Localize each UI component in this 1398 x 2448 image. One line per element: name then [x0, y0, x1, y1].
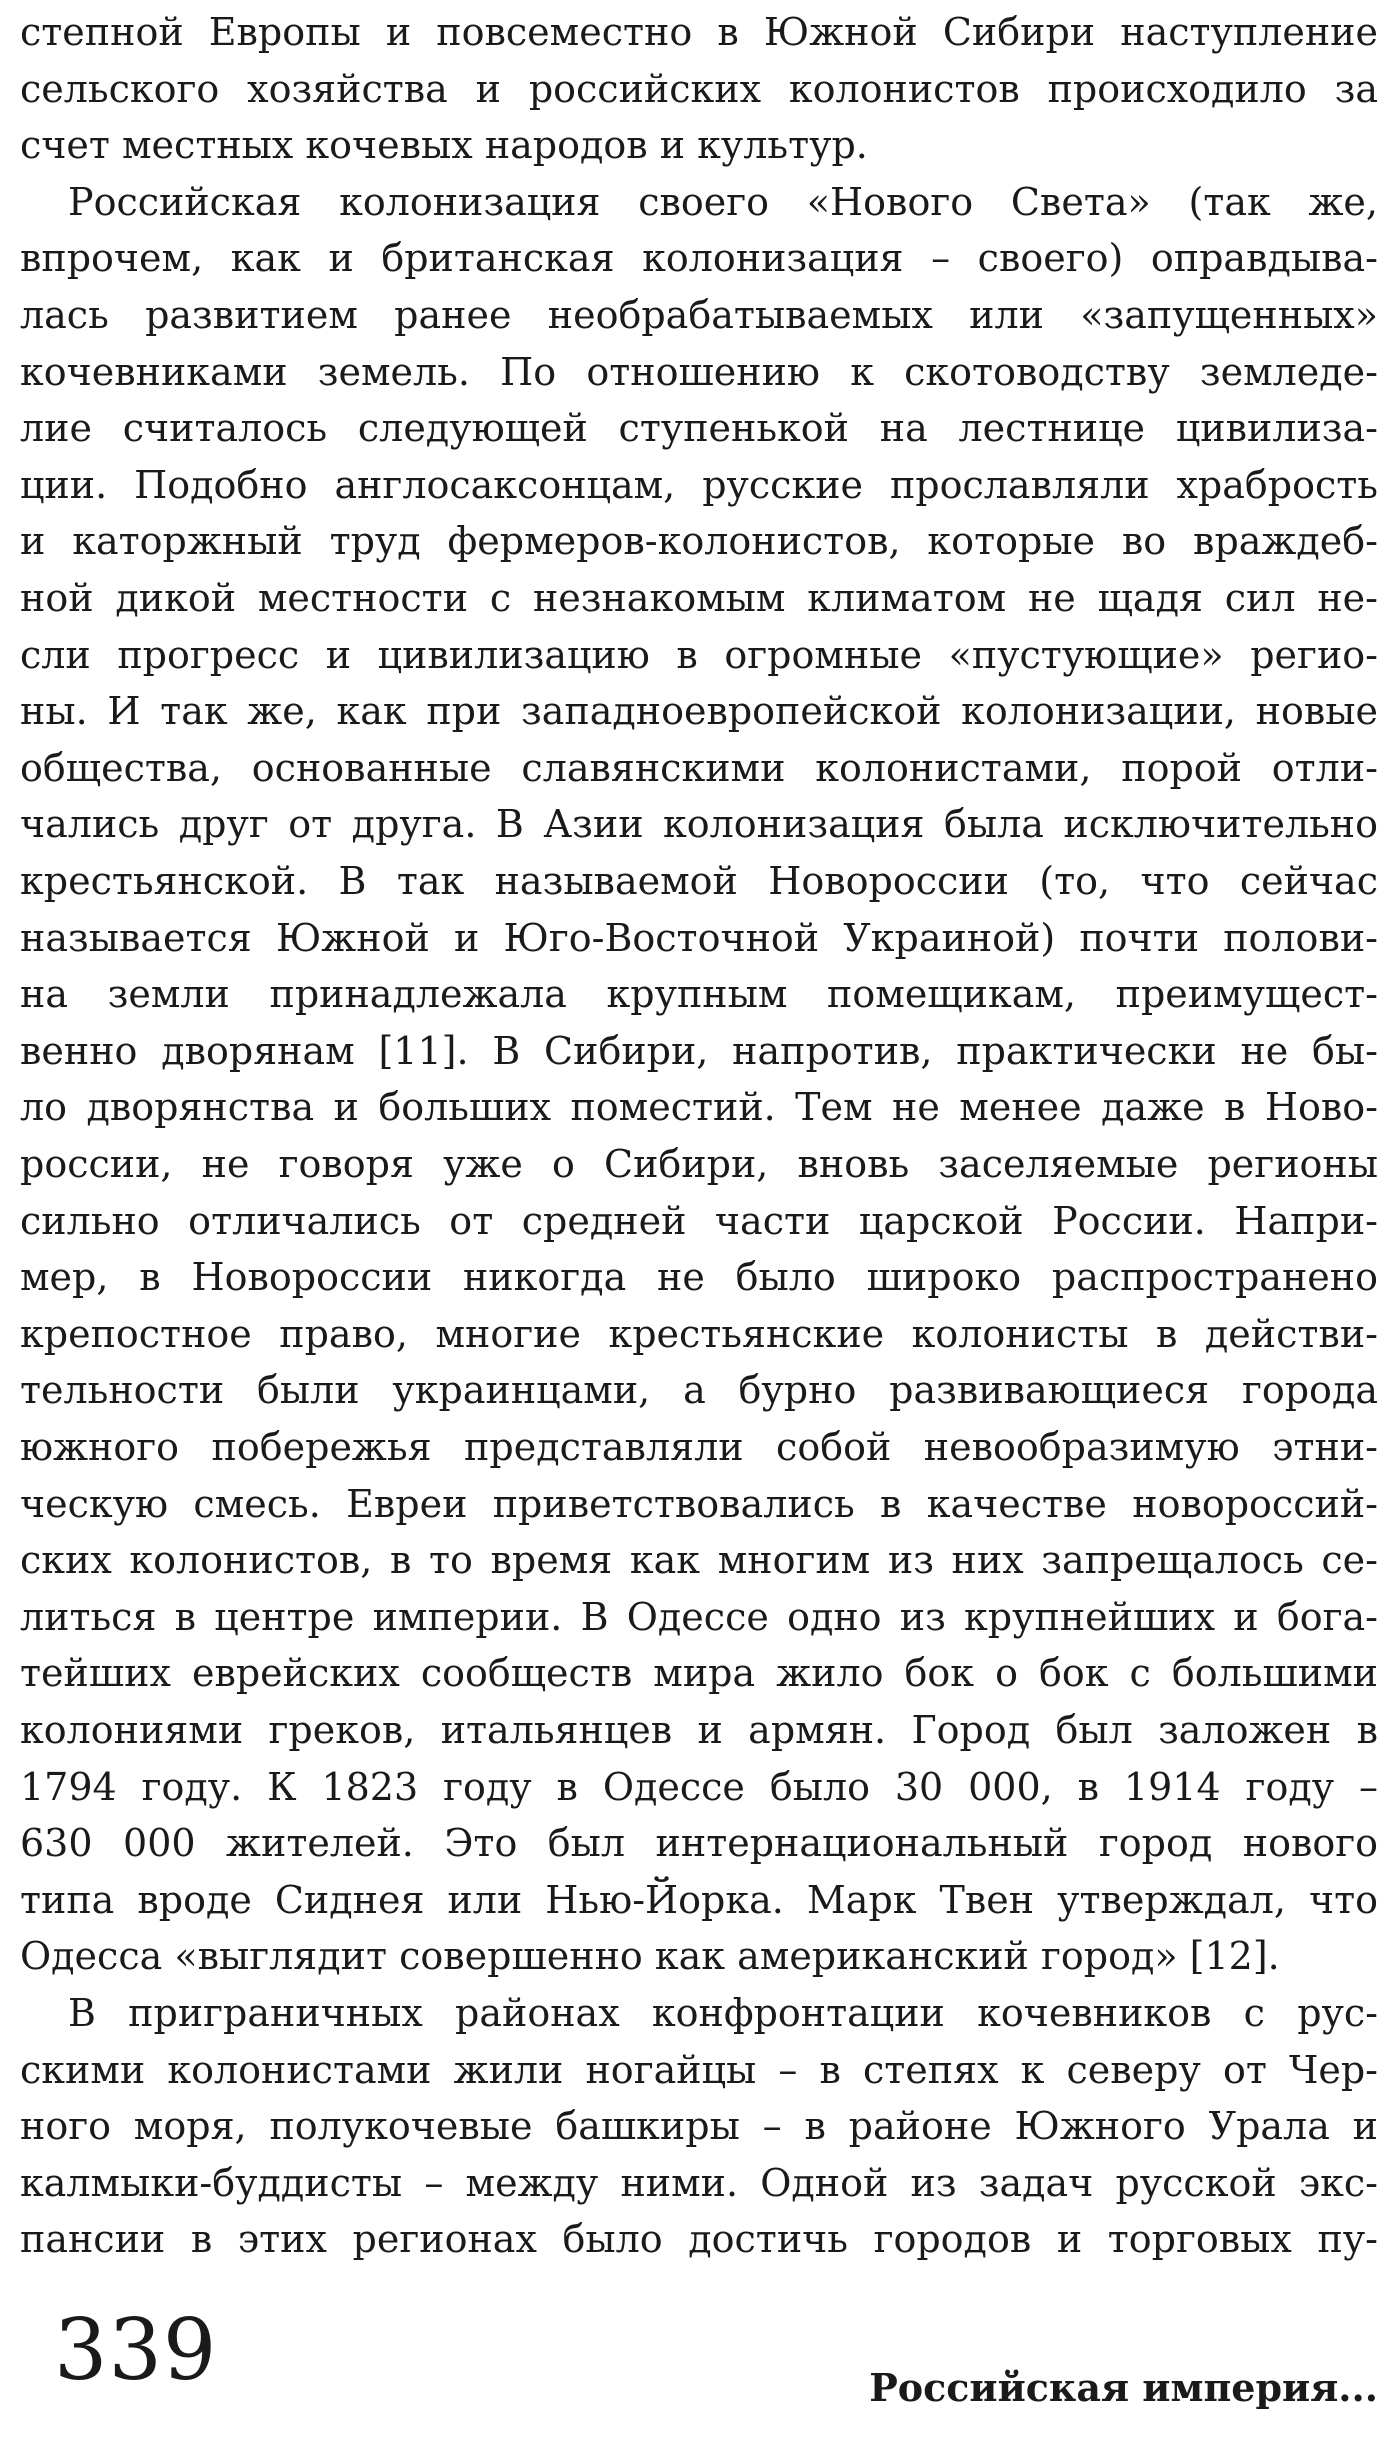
text-line: Одесса «выглядит совершенно как американский город» [12]. — [20, 1934, 1280, 1978]
text-line: колониями греков, итальянцев и армян. Город был заложен в — [20, 1708, 1378, 1752]
text-line: лась развитием ранее необрабатываемых или «запущенных» — [20, 293, 1378, 337]
text-line: 1794 году. К 1823 году в Одессе было 30 000, в 1914 году – — [20, 1765, 1378, 1809]
text-line: крепостное право, многие крестьянские колонисты в действи- — [20, 1312, 1378, 1356]
text-line: ции. Подобно англосаксонцам, русские прославляли храбрость — [20, 463, 1378, 507]
text-line: Российская колонизация своего «Нового Света» (так же, — [68, 180, 1378, 224]
text-line: пансии в этих регионах было достичь городов и торговых пу- — [20, 2217, 1378, 2261]
text-line: ческую смесь. Евреи приветствовались в качестве новороссий- — [20, 1482, 1378, 1526]
text-line: счет местных кочевых народов и культур. — [20, 123, 868, 167]
text-line: сельского хозяйства и российских колонистов происходило за — [20, 67, 1378, 111]
text-line: ного моря, полукочевые башкиры – в районе Южного Урала и — [20, 2104, 1378, 2148]
text-line: литься в центре империи. В Одессе одно из крупнейших и бога- — [20, 1595, 1378, 1639]
text-line: называется Южной и Юго-Восточной Украиной) почти полови- — [20, 916, 1378, 960]
text-line: лие считалось следующей ступенькой на лестнице цивилиза- — [20, 406, 1378, 450]
text-line: чались друг от друга. В Азии колонизация была исключительно — [20, 802, 1378, 846]
text-line: россии, не говоря уже о Сибири, вновь заселяемые регионы — [20, 1142, 1378, 1186]
text-line: впрочем, как и британская колонизация – своего) оправдыва- — [20, 236, 1378, 280]
text-line: 630 000 жителей. Это был интернациональный город нового — [20, 1821, 1378, 1865]
text-line: ло дворянства и больших поместий. Тем не менее даже в Ново- — [20, 1085, 1378, 1129]
running-title: Российская империя... — [869, 2365, 1378, 2410]
text-line: В приграничных районах конфронтации кочевников с рус- — [68, 1991, 1378, 2035]
text-line: и каторжный труд фермеров-колонистов, которые во враждеб- — [20, 519, 1378, 563]
text-line: степной Европы и повсеместно в Южной Сибири наступление — [20, 10, 1378, 54]
text-line: крестьянской. В так называемой Новороссии (то, что сейчас — [20, 859, 1378, 903]
text-line: сли прогресс и цивилизацию в огромные «пустующие» регио- — [20, 633, 1378, 677]
text-line: калмыки-буддисты – между ними. Одной из задач русской экс- — [20, 2161, 1378, 2205]
text-line: тейших еврейских сообществ мира жило бок о бок с большими — [20, 1651, 1378, 1695]
text-line: на земли принадлежала крупным помещикам, преимущест- — [20, 972, 1378, 1016]
text-line: ной дикой местности с незнакомым климатом не щадя сил не- — [20, 576, 1378, 620]
text-line: ны. И так же, как при западноевропейской колонизации, новые — [20, 689, 1378, 733]
text-line: общества, основанные славянскими колонистами, порой отли- — [20, 746, 1378, 790]
text-line: скими колонистами жили ногайцы – в степях к северу от Чер- — [20, 2048, 1378, 2092]
text-line: тельности были украинцами, а бурно развивающиеся города — [20, 1368, 1378, 1412]
text-line: южного побережья представляли собой невообразимую этни- — [20, 1425, 1378, 1469]
page-number: 339 — [54, 2301, 218, 2399]
text-line: мер, в Новороссии никогда не было широко распространено — [20, 1255, 1378, 1299]
text-line: кочевниками земель. По отношению к скотоводству земледе- — [20, 350, 1378, 394]
text-line: ских колонистов, в то время как многим из них запрещалось се- — [20, 1538, 1378, 1582]
text-line: типа вроде Сиднея или Нью-Йорка. Марк Твен утверждал, что — [20, 1878, 1378, 1922]
text-line: венно дворянам [11]. В Сибири, напротив, практически не бы- — [20, 1029, 1378, 1073]
text-line: сильно отличались от средней части царской России. Напри- — [20, 1199, 1378, 1243]
